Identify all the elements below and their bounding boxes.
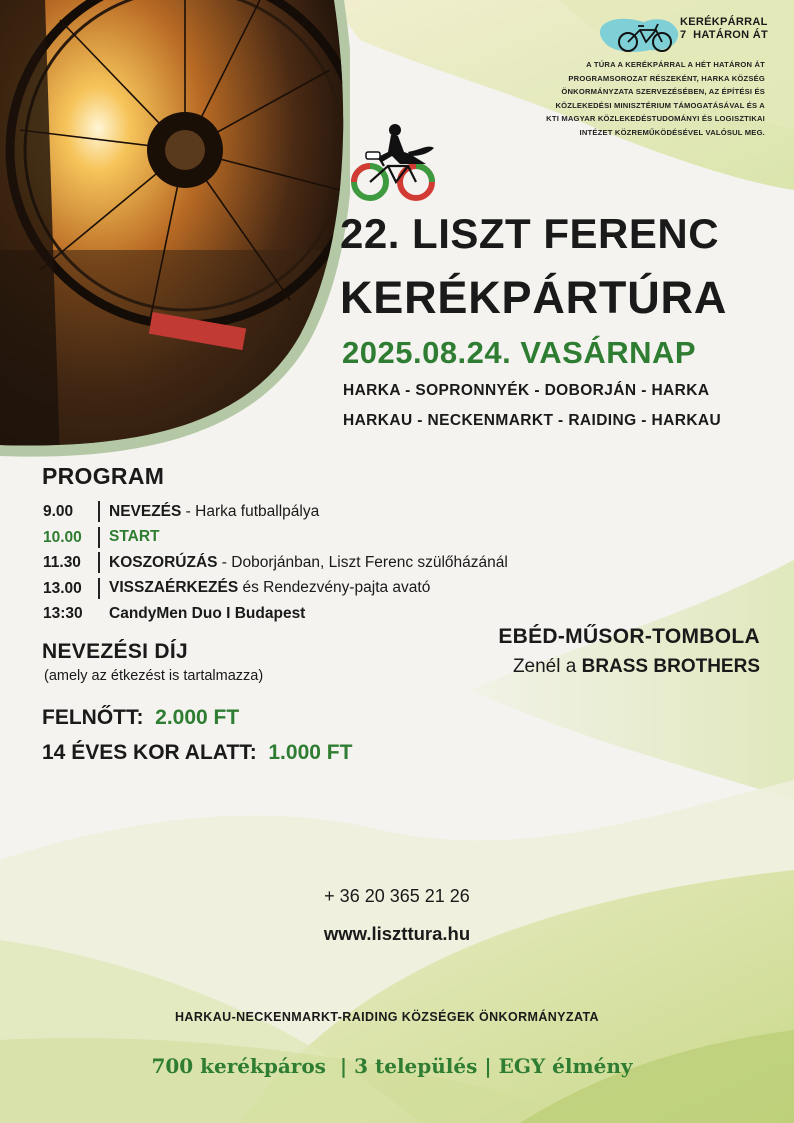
program-detail: - Doborjánban, Liszt Ferenc szülőházánál (217, 553, 508, 571)
program-row (43, 601, 508, 627)
logo-title-line1: KERÉKPÁRRAL (680, 16, 768, 28)
program-time: 11.30 (43, 552, 100, 573)
route-german: HARKAU - NECKENMARKT - RAIDING - HARKAU (343, 412, 722, 429)
program-detail: és Rendezvény-pajta avató (238, 579, 431, 597)
intro-line: INTÉZET KÖZREMŰKÖDÉSÉVEL VALÓSUL MEG. (579, 127, 765, 137)
organizer-text: HARKAU-NECKENMARKT-RAIDING KÖZSÉGEK ÖNKORMÁNYZATA (175, 1010, 599, 1024)
program-text (100, 579, 430, 597)
program-event: CandyMen Duo I Budapest (109, 604, 306, 622)
event-date: 2025.08.24. VASÁRNAP (342, 335, 697, 370)
logo-title-line2: 7 HATÁRON ÁT (680, 29, 769, 41)
adult-label: FELNŐTT: (42, 706, 144, 729)
program-time: 13:30 (43, 605, 83, 623)
program-text (100, 503, 319, 521)
lunch-headline: EBÉD-MŰSOR-TOMBOLA (498, 625, 760, 648)
intro-line: KÖZLEKEDÉSI MINISZTÉRIUM TÁMOGATÁSÁVAL ÉS A (555, 100, 765, 110)
child-label: 14 ÉVES KOR ALATT: (42, 741, 257, 764)
program-event: VISSZAÉRKEZÉS (109, 579, 239, 597)
program-row (43, 525, 508, 551)
woman-cyclist-icon (348, 122, 438, 204)
program-heading: PROGRAM (42, 463, 165, 489)
child-price: 1.000 FT (268, 741, 353, 764)
program-text (100, 528, 160, 546)
program-event: KOSZORÚZÁS (109, 553, 218, 571)
logo-title (680, 16, 768, 42)
program-event: START (109, 528, 160, 546)
program-time: 13.00 (43, 578, 100, 599)
child-fee (42, 741, 352, 765)
intro-text (460, 58, 765, 139)
title-line2: KERÉKPÁRTÚRA (340, 272, 728, 323)
program-time: 9.00 (43, 501, 100, 522)
intro-line: PROGRAMSOROZAT RÉSZEKÉNT, HARKA KÖZSÉG (568, 73, 765, 83)
intro-line: A TÚRA A KERÉKPÁRRAL A HÉT HATÁRON ÁT (586, 60, 765, 69)
program-text (100, 554, 508, 572)
program-detail: - Harka futballpálya (181, 502, 320, 520)
music-prefix: Zenél a (512, 656, 582, 677)
program-list (43, 499, 508, 627)
fee-note: (amely az étkezést is tartalmazza) (44, 668, 264, 684)
music-line (440, 656, 760, 678)
program-row (43, 550, 508, 576)
adult-price: 2.000 FT (155, 706, 240, 729)
intro-line: ÖNKORMÁNYZATA SZERVEZÉSÉBEN, AZ ÉPÍTÉSI ÉS (561, 87, 765, 96)
program-row (43, 499, 508, 525)
intro-line: KTI MAGYAR KÖZLEKEDÉSTUDOMÁNYI ÉS LOGISZTIKAI (546, 114, 765, 123)
program-time: 10.00 (43, 527, 100, 548)
program-row (43, 576, 508, 602)
adult-fee (42, 706, 239, 730)
route-hungarian: HARKA - SOPRONNYÉK - DOBORJÁN - HARKA (343, 382, 710, 399)
bike-wheel-photo (0, 0, 350, 460)
program-event: NEVEZÉS (109, 502, 182, 520)
website-link[interactable]: www.liszttura.hu (323, 923, 471, 944)
program-text (98, 605, 305, 623)
fee-heading: NEVEZÉSI DÍJ (42, 640, 188, 663)
title-line1: 22. LISZT FERENC (340, 210, 720, 257)
band-name: BRASS BROTHERS (581, 656, 760, 677)
phone-number: + 36 20 365 21 26 (324, 886, 470, 906)
slogan: 700 kerékpáros | 3 település | EGY élmény (151, 1054, 633, 1078)
